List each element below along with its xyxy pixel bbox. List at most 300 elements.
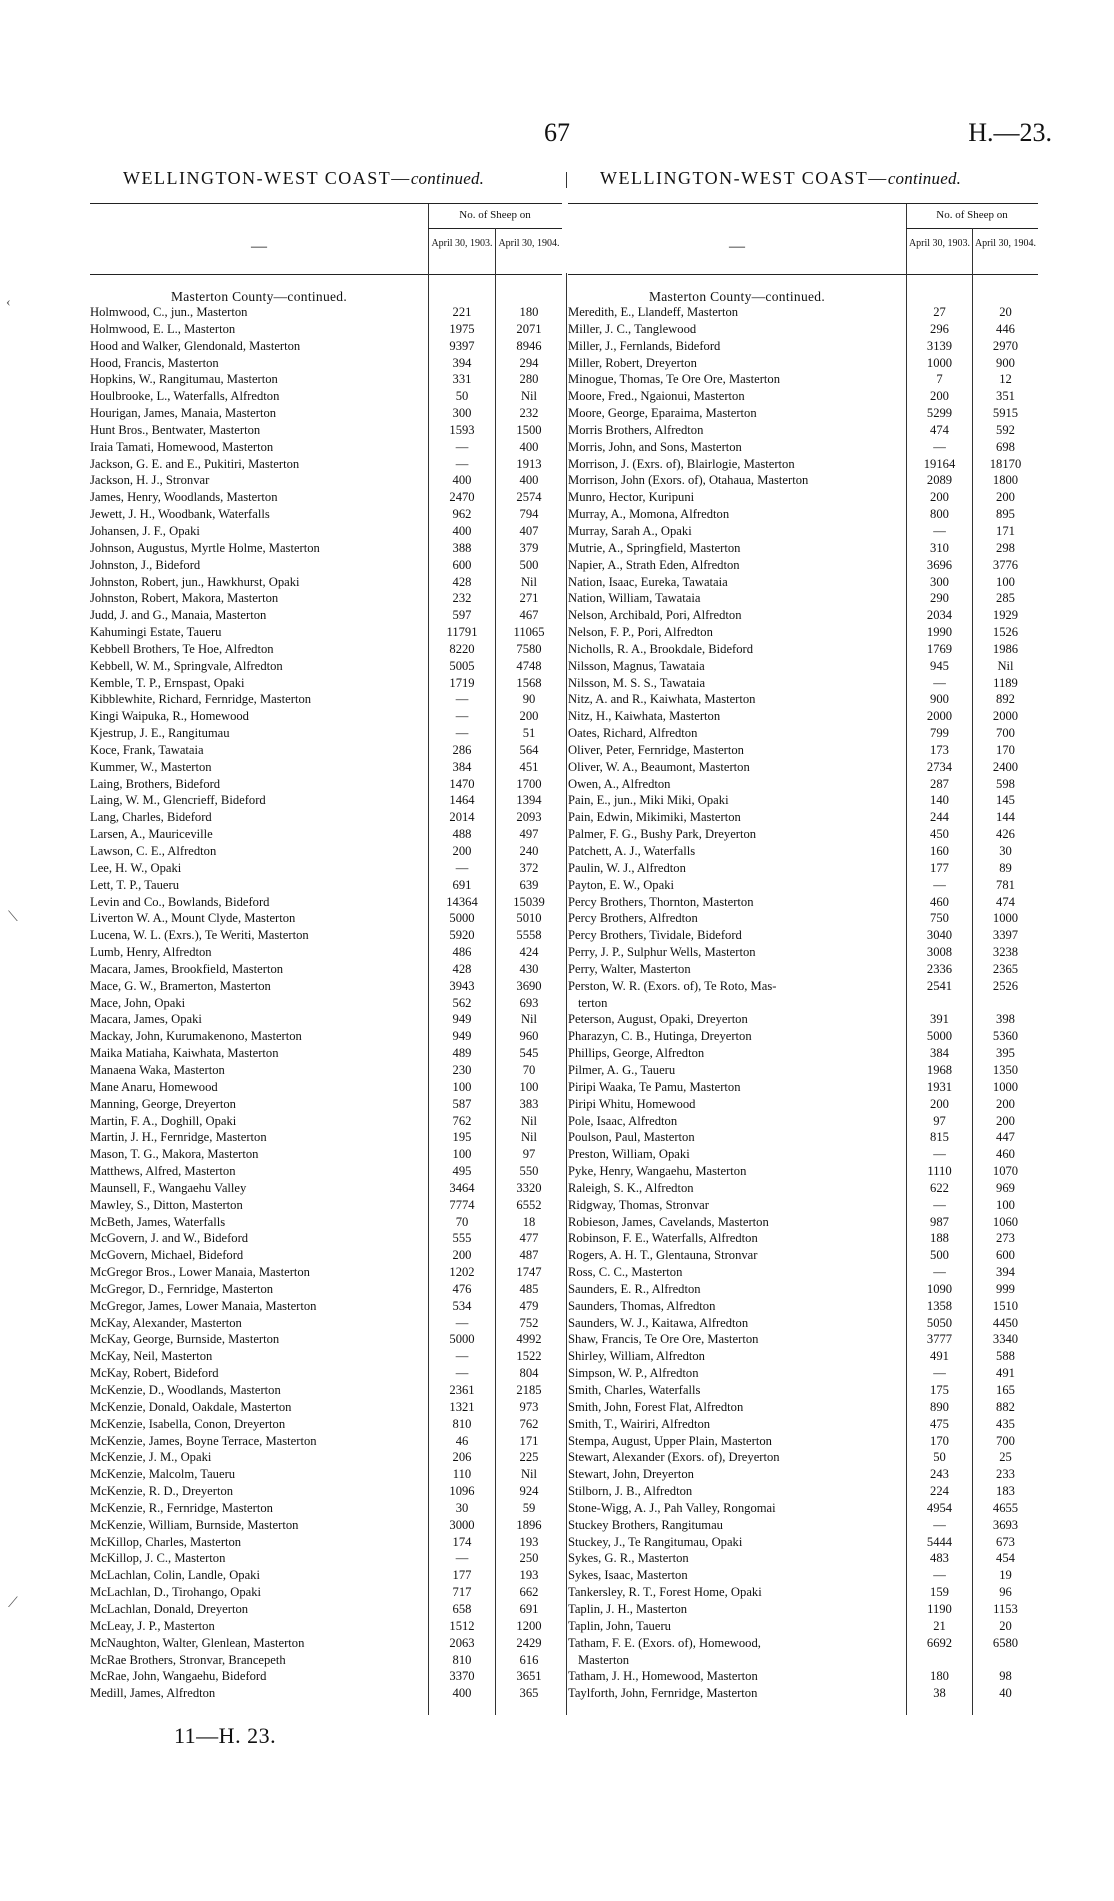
sheep-1904: 250 bbox=[519, 1551, 539, 1566]
sheep-1903: 388 bbox=[452, 540, 472, 555]
owner-name: McGregor Bros., Lower Manaia, Masterton bbox=[90, 1265, 310, 1280]
sheep-1904: 491 bbox=[996, 1366, 1015, 1381]
table-row bbox=[90, 1365, 562, 1382]
owner-name: Kingi Waipuka, R., Homewood bbox=[90, 709, 249, 724]
table-row bbox=[568, 371, 1038, 388]
sheep-1904: 454 bbox=[996, 1551, 1015, 1566]
sheep-1903: — bbox=[933, 439, 946, 454]
center-rule-top bbox=[566, 172, 567, 188]
sheep-1903: 400 bbox=[452, 473, 472, 488]
owner-name: Pyke, Henry, Wangaehu, Masterton bbox=[568, 1164, 747, 1179]
sheep-1904: Nil bbox=[520, 1467, 538, 1482]
owner-name: Masterton bbox=[578, 1652, 630, 1667]
sheep-1904: 1510 bbox=[992, 1298, 1019, 1313]
table-row bbox=[568, 1517, 1038, 1534]
table-row bbox=[568, 1180, 1038, 1197]
sheep-1904: 1747 bbox=[516, 1265, 542, 1280]
table-row bbox=[568, 843, 1038, 860]
owner-name: Napier, A., Strath Eden, Alfredton bbox=[568, 557, 740, 572]
sheep-1904: 693 bbox=[519, 995, 539, 1010]
owner-name: Hood, Francis, Masterton bbox=[90, 355, 219, 370]
sheep-1904: 900 bbox=[996, 355, 1015, 370]
sheep-1903: — bbox=[455, 726, 469, 741]
table-row bbox=[90, 860, 562, 877]
owner-name: Nation, Isaac, Eureka, Tawataia bbox=[568, 574, 728, 589]
right-rows bbox=[568, 304, 1038, 1702]
table-row bbox=[90, 1011, 562, 1028]
owner-name: McKenzie, William, Burnside, Masterton bbox=[90, 1517, 299, 1532]
owner-name: Poulson, Paul, Masterton bbox=[568, 1130, 695, 1145]
table-row bbox=[90, 1584, 562, 1601]
owner-name: McKay, George, Burnside, Masterton bbox=[90, 1332, 280, 1347]
owner-name: Owen, A., Alfredton bbox=[568, 776, 671, 791]
table-row bbox=[568, 641, 1038, 658]
owner-name: Peterson, August, Opaki, Dreyerton bbox=[568, 1012, 748, 1027]
owner-name: Oliver, W. A., Beaumont, Masterton bbox=[568, 759, 750, 774]
sheep-1904: 794 bbox=[519, 507, 539, 522]
table-row bbox=[90, 910, 562, 927]
sheep-1903: 1464 bbox=[449, 793, 475, 808]
sheep-1903: 200 bbox=[930, 389, 949, 404]
table-row bbox=[568, 1416, 1038, 1433]
owner-name: Lee, H. W., Opaki bbox=[90, 860, 182, 875]
table-row bbox=[90, 927, 562, 944]
sheep-1904: 447 bbox=[996, 1130, 1015, 1145]
table-row bbox=[568, 759, 1038, 776]
sheep-1904: 892 bbox=[996, 692, 1015, 707]
center-column-rule bbox=[566, 273, 567, 1715]
sheep-1903: — bbox=[933, 1197, 946, 1212]
sheep-1903: 762 bbox=[452, 1113, 472, 1128]
sheep-1904: 240 bbox=[519, 844, 539, 858]
sheep-1903: 1110 bbox=[927, 1164, 952, 1179]
table-row bbox=[568, 1247, 1038, 1264]
owner-name: Mutrie, A., Springfield, Masterton bbox=[568, 540, 741, 555]
table-row bbox=[90, 624, 562, 641]
document-reference: H.—23. bbox=[968, 118, 1052, 147]
table-row bbox=[568, 1214, 1038, 1231]
sheep-1904: 882 bbox=[996, 1399, 1015, 1414]
table-row bbox=[568, 1483, 1038, 1500]
owner-name: Holmwood, C., jun., Masterton bbox=[90, 305, 248, 319]
table-row bbox=[568, 1079, 1038, 1096]
sheep-1904: 4992 bbox=[516, 1332, 542, 1347]
table-row bbox=[90, 489, 562, 506]
owner-name: Lawson, C. E., Alfredton bbox=[90, 844, 217, 858]
sheep-1904: 1350 bbox=[992, 1062, 1019, 1077]
table-row bbox=[90, 978, 562, 995]
owner-name: Phillips, George, Alfredton bbox=[568, 1046, 705, 1061]
sheep-1903: — bbox=[455, 439, 469, 454]
sheep-1903: 5000 bbox=[449, 1332, 475, 1347]
owner-name: Johansen, J. F., Opaki bbox=[90, 523, 200, 538]
owner-name: Perry, Walter, Masterton bbox=[568, 961, 691, 976]
sheep-1904: 1526 bbox=[992, 625, 1019, 640]
sheep-1903: 3370 bbox=[449, 1669, 475, 1684]
owner-name: Patchett, A. J., Waterfalls bbox=[568, 844, 696, 858]
table-row bbox=[568, 422, 1038, 439]
owner-name: Pain, Edwin, Mikimiki, Masterton bbox=[568, 810, 741, 825]
table-row bbox=[90, 574, 562, 591]
right-header-sheep: No. of Sheep on bbox=[936, 209, 1008, 221]
table-row bbox=[568, 1399, 1038, 1416]
table-row bbox=[90, 1247, 562, 1264]
owner-name: Houlbrooke, L., Waterfalls, Alfredton bbox=[90, 389, 280, 404]
table-row bbox=[90, 1635, 562, 1652]
right-header-1903: April 30, 1903. bbox=[908, 238, 971, 249]
table-row bbox=[568, 607, 1038, 624]
sheep-1904: 477 bbox=[519, 1231, 539, 1246]
table-row bbox=[90, 1045, 562, 1062]
sheep-1903: 1968 bbox=[926, 1062, 953, 1077]
right-column-heading bbox=[600, 168, 961, 189]
sheep-1904: 294 bbox=[519, 355, 539, 370]
sheep-1904: 273 bbox=[996, 1231, 1015, 1246]
margin-mark-icon: ⟋ bbox=[8, 1596, 18, 1611]
sheep-1903: 900 bbox=[930, 692, 949, 707]
table-row bbox=[90, 1399, 562, 1416]
sheep-1903: 331 bbox=[452, 372, 472, 387]
sheep-1904: 144 bbox=[996, 810, 1015, 825]
sheep-1904: 90 bbox=[522, 692, 536, 707]
sheep-1904: 3651 bbox=[516, 1669, 542, 1684]
table-row bbox=[90, 557, 562, 574]
sheep-1904: 497 bbox=[519, 827, 539, 842]
sheep-1903: 14364 bbox=[446, 894, 478, 909]
sheep-1903: 400 bbox=[452, 1686, 472, 1701]
sheep-1903: — bbox=[933, 1366, 946, 1381]
sheep-1904: 762 bbox=[519, 1416, 539, 1431]
owner-name: Jackson, H. J., Stronvar bbox=[90, 473, 210, 488]
table-row bbox=[90, 792, 562, 809]
owner-name: Kibblewhite, Richard, Fernridge, Masterton bbox=[90, 692, 312, 707]
owner-name: Preston, William, Opaki bbox=[568, 1147, 690, 1162]
sheep-1904: 394 bbox=[996, 1265, 1015, 1280]
sheep-1904: 1000 bbox=[992, 1079, 1019, 1094]
sheep-1903: — bbox=[933, 1147, 946, 1162]
sheep-1903: 800 bbox=[930, 507, 949, 522]
sheep-1903: 1096 bbox=[449, 1484, 475, 1499]
table-row bbox=[568, 1365, 1038, 1382]
sheep-1904: 1568 bbox=[516, 675, 542, 690]
sheep-1904: 545 bbox=[519, 1046, 539, 1061]
owner-name: Morrison, J. (Exrs. of), Blairlogie, Masterton bbox=[568, 456, 795, 471]
owner-name: McGovern, Michael, Bideford bbox=[90, 1248, 244, 1263]
sheep-1903: 476 bbox=[452, 1281, 472, 1296]
owner-name: Simpson, W. P., Alfredton bbox=[568, 1366, 699, 1381]
table-row bbox=[90, 894, 562, 911]
owner-name: Tatham, F. E. (Exors. of), Homewood, bbox=[568, 1635, 761, 1650]
table-row bbox=[568, 472, 1038, 489]
owner-name: Iraia Tamati, Homewood, Masterton bbox=[90, 439, 274, 454]
sheep-1903: 243 bbox=[930, 1467, 949, 1482]
table-row bbox=[568, 691, 1038, 708]
owner-name: Morris, John, and Sons, Masterton bbox=[568, 439, 742, 454]
sheep-1904: 193 bbox=[519, 1568, 539, 1583]
owner-name: Lumb, Henry, Alfredton bbox=[90, 945, 212, 960]
owner-name: Liverton W. A., Mount Clyde, Masterton bbox=[90, 911, 296, 926]
sheep-1903: 310 bbox=[930, 540, 949, 555]
table-row bbox=[90, 1500, 562, 1517]
sheep-1903: 50 bbox=[933, 1450, 946, 1465]
sheep-1904: 200 bbox=[996, 490, 1015, 505]
table-row bbox=[90, 961, 562, 978]
sheep-1903: — bbox=[455, 709, 469, 724]
table-row bbox=[90, 1079, 562, 1096]
sheep-1904: 407 bbox=[519, 523, 539, 538]
sheep-1904: 460 bbox=[996, 1147, 1015, 1162]
sheep-1903: 2470 bbox=[449, 490, 475, 505]
table-row bbox=[90, 1113, 562, 1130]
sheep-1904: 89 bbox=[999, 860, 1012, 875]
sheep-1903: 474 bbox=[930, 422, 949, 437]
sheep-1904: 170 bbox=[996, 742, 1015, 757]
table-row bbox=[90, 607, 562, 624]
sheep-1904: 3238 bbox=[992, 945, 1019, 960]
owner-name: Percy Brothers, Tividale, Bideford bbox=[568, 928, 742, 943]
sheep-1903: 296 bbox=[930, 321, 949, 336]
table-row bbox=[568, 1096, 1038, 1113]
owner-name: Kebbell Brothers, Te Hoe, Alfredton bbox=[90, 641, 274, 656]
sheep-1904: 96 bbox=[999, 1585, 1012, 1600]
owner-name: Kahumingi Estate, Taueru bbox=[90, 625, 222, 640]
owner-name: Matthews, Alfred, Masterton bbox=[90, 1164, 236, 1179]
owner-name: Sykes, Isaac, Masterton bbox=[568, 1568, 688, 1583]
sheep-1904: 3693 bbox=[992, 1517, 1019, 1532]
table-row bbox=[568, 995, 1038, 1012]
sheep-1903: — bbox=[455, 1315, 469, 1330]
owner-name: Robieson, James, Cavelands, Masterton bbox=[568, 1214, 769, 1229]
owner-name: Oliver, Peter, Fernridge, Masterton bbox=[568, 742, 744, 757]
owner-name: Saunders, E. R., Alfredton bbox=[568, 1281, 701, 1296]
owner-name: Jewett, J. H., Woodbank, Waterfalls bbox=[90, 507, 270, 522]
sheep-1903: 7 bbox=[936, 372, 943, 387]
sheep-1903: 100 bbox=[452, 1079, 472, 1094]
left-column-heading bbox=[123, 168, 484, 189]
sheep-1904: Nil bbox=[520, 1012, 538, 1027]
table-row bbox=[568, 1062, 1038, 1079]
table-row bbox=[568, 574, 1038, 591]
margin-mark-icon: ⟍ bbox=[8, 910, 18, 925]
owner-name: Meredith, E., Llandeff, Masterton bbox=[568, 305, 739, 319]
sheep-1903: 300 bbox=[452, 406, 472, 421]
sheep-1903: 173 bbox=[930, 742, 949, 757]
owner-name: Mason, T. G., Makora, Masterton bbox=[90, 1147, 259, 1162]
sheep-1904: 924 bbox=[519, 1484, 539, 1499]
table-row bbox=[90, 725, 562, 742]
table-row bbox=[568, 1197, 1038, 1214]
table-row bbox=[568, 1113, 1038, 1130]
owner-name: Johnson, Augustus, Myrtle Holme, Masterton bbox=[90, 540, 320, 555]
owner-name: Nelson, Archibald, Pori, Alfredton bbox=[568, 608, 742, 623]
table-row bbox=[568, 1618, 1038, 1635]
table-row bbox=[90, 321, 562, 338]
owner-name: McGregor, James, Lower Manaia, Masterton bbox=[90, 1298, 317, 1313]
owner-name: Piripi Waaka, Te Pamu, Masterton bbox=[568, 1079, 741, 1094]
table-row bbox=[568, 1433, 1038, 1450]
sheep-1904: 233 bbox=[996, 1467, 1015, 1482]
sheep-1903: — bbox=[455, 1349, 469, 1364]
table-row bbox=[568, 776, 1038, 793]
owner-name: McKillop, J. C., Masterton bbox=[90, 1551, 226, 1566]
sheep-1903: 174 bbox=[452, 1534, 472, 1549]
owner-name: Miller, J., Fernlands, Bideford bbox=[568, 338, 721, 353]
sheep-1903: 2089 bbox=[926, 473, 953, 488]
sheep-1903: 287 bbox=[930, 776, 949, 791]
sheep-1904: 379 bbox=[519, 540, 539, 555]
sheep-1903: 3000 bbox=[449, 1517, 475, 1532]
sheep-1903: 140 bbox=[930, 793, 949, 808]
sheep-1904: 1929 bbox=[992, 608, 1019, 623]
sheep-1904: 592 bbox=[996, 422, 1015, 437]
owner-name: Hopkins, W., Rangitumau, Masterton bbox=[90, 372, 278, 387]
sheep-1904: Nil bbox=[997, 658, 1014, 673]
sheep-1904: 895 bbox=[996, 507, 1015, 522]
table-row bbox=[568, 792, 1038, 809]
owner-name: Smith, John, Forest Flat, Alfredton bbox=[568, 1399, 744, 1414]
table-row bbox=[568, 1584, 1038, 1601]
sheep-1904: 781 bbox=[996, 877, 1015, 892]
sheep-1904: 19 bbox=[999, 1568, 1012, 1583]
owner-name: Laing, Brothers, Bideford bbox=[90, 776, 221, 791]
sheep-1904: 40 bbox=[999, 1686, 1012, 1701]
sheep-1903: 1990 bbox=[926, 625, 953, 640]
owner-name: Taplin, John, Taueru bbox=[568, 1618, 671, 1633]
table-row bbox=[90, 1652, 562, 1669]
sheep-1903: 180 bbox=[930, 1669, 949, 1684]
sheep-1903: 495 bbox=[452, 1164, 472, 1179]
sheep-1904: 973 bbox=[519, 1399, 539, 1414]
sheep-1903: 7774 bbox=[449, 1197, 475, 1212]
sheep-1903: 488 bbox=[452, 827, 472, 842]
sheep-1903: — bbox=[933, 523, 946, 538]
sheep-1903: 587 bbox=[452, 1096, 472, 1111]
owner-name: Stempa, August, Upper Plain, Masterton bbox=[568, 1433, 772, 1448]
owner-name: McGregor, D., Fernridge, Masterton bbox=[90, 1281, 274, 1296]
sheep-1904: 639 bbox=[519, 877, 539, 892]
sheep-1903: 21 bbox=[933, 1618, 946, 1633]
sheep-1903: 500 bbox=[930, 1248, 949, 1263]
table-row bbox=[90, 1197, 562, 1214]
owner-name: Mackay, John, Kurumakenono, Masterton bbox=[90, 1029, 302, 1044]
table-row bbox=[568, 860, 1038, 877]
owner-name: Nelson, F. P., Pori, Alfredton bbox=[568, 625, 713, 640]
table-row bbox=[568, 1298, 1038, 1315]
sheep-1904: 8946 bbox=[516, 338, 542, 353]
owner-name: Judd, J. and G., Manaia, Masterton bbox=[90, 608, 267, 623]
sheep-1904: 97 bbox=[522, 1147, 536, 1162]
sheep-1904: 395 bbox=[996, 1046, 1015, 1061]
sheep-1903: — bbox=[455, 1366, 469, 1381]
sheep-1904: 5360 bbox=[992, 1029, 1019, 1044]
owner-name: Manning, George, Dreyerton bbox=[90, 1096, 236, 1111]
table-row bbox=[90, 472, 562, 489]
table-row bbox=[90, 1517, 562, 1534]
table-row bbox=[90, 1129, 562, 1146]
sheep-1904: 280 bbox=[519, 372, 539, 387]
table-row bbox=[568, 1685, 1038, 1702]
table-row bbox=[568, 1466, 1038, 1483]
sheep-1904: 11065 bbox=[513, 625, 545, 640]
sheep-1903: 691 bbox=[452, 877, 472, 892]
table-row bbox=[90, 1315, 562, 1332]
sheep-1903: 384 bbox=[452, 759, 472, 774]
sheep-1904: 30 bbox=[999, 844, 1012, 858]
table-row bbox=[90, 1466, 562, 1483]
sheep-1903: 1000 bbox=[926, 355, 953, 370]
sheep-1904: 1394 bbox=[516, 793, 542, 808]
table-row bbox=[568, 910, 1038, 927]
table-row bbox=[90, 523, 562, 540]
owner-name: McLachlan, Colin, Landle, Opaki bbox=[90, 1568, 260, 1583]
owner-name: Tatham, J. H., Homewood, Masterton bbox=[568, 1669, 758, 1684]
sheep-1903: 1975 bbox=[449, 321, 475, 336]
sheep-1903: 1190 bbox=[927, 1601, 952, 1616]
owner-name: Stewart, John, Dreyerton bbox=[568, 1467, 694, 1482]
sheep-1903: 200 bbox=[930, 490, 949, 505]
sheep-1903: 1202 bbox=[449, 1265, 475, 1280]
owner-name: Stewart, Alexander (Exors. of), Dreyerton bbox=[568, 1450, 780, 1465]
sheep-1903: 224 bbox=[930, 1484, 949, 1499]
table-row bbox=[568, 742, 1038, 759]
owner-name: Holmwood, E. L., Masterton bbox=[90, 321, 236, 336]
sheep-1903: 949 bbox=[452, 1029, 472, 1044]
right-table-header bbox=[568, 203, 1038, 275]
sheep-1904: 1200 bbox=[516, 1618, 542, 1633]
sheep-1903: 200 bbox=[452, 1248, 472, 1263]
owner-name: Payton, E. W., Opaki bbox=[568, 877, 674, 892]
table-row bbox=[568, 1567, 1038, 1584]
table-row bbox=[90, 1534, 562, 1551]
sheep-1903: 175 bbox=[930, 1383, 949, 1397]
table-row bbox=[568, 1230, 1038, 1247]
owner-name: McKillop, Charles, Masterton bbox=[90, 1534, 242, 1549]
sheep-1904: 474 bbox=[996, 894, 1015, 909]
margin-mark-icon: ‹ bbox=[6, 295, 11, 310]
sheep-1903: 200 bbox=[452, 844, 472, 858]
sheep-1904: 1913 bbox=[516, 456, 542, 471]
table-row bbox=[568, 1146, 1038, 1163]
sheep-1904: 171 bbox=[996, 523, 1015, 538]
table-row bbox=[568, 809, 1038, 826]
owner-name: Percy Brothers, Thornton, Masterton bbox=[568, 894, 754, 909]
sheep-1903: — bbox=[933, 877, 946, 892]
table-row bbox=[90, 759, 562, 776]
sheep-1903: 1321 bbox=[449, 1399, 475, 1414]
sheep-1903: 3777 bbox=[926, 1332, 953, 1347]
table-row bbox=[568, 1011, 1038, 1028]
sheep-1904: 383 bbox=[519, 1096, 539, 1111]
table-row bbox=[568, 439, 1038, 456]
table-row bbox=[90, 658, 562, 675]
owner-name: McKenzie, Isabella, Conon, Dreyerton bbox=[90, 1416, 286, 1431]
sheep-1904: 2185 bbox=[516, 1383, 542, 1397]
sheep-1903: 460 bbox=[930, 894, 949, 909]
sheep-1904: 100 bbox=[996, 1197, 1015, 1212]
sheep-1904: 200 bbox=[996, 1113, 1015, 1128]
owner-name: Stilborn, J. B., Alfredton bbox=[568, 1484, 693, 1499]
sheep-1903: 428 bbox=[452, 574, 472, 589]
left-section-heading: Masterton County—continued. bbox=[170, 289, 348, 304]
sheep-1904: 2400 bbox=[992, 759, 1019, 774]
owner-name: Tankersley, R. T., Forest Home, Opaki bbox=[568, 1585, 762, 1600]
table-row bbox=[90, 1618, 562, 1635]
sheep-1904: 365 bbox=[519, 1686, 539, 1701]
sheep-1903: 562 bbox=[452, 995, 472, 1010]
owner-name: Minogue, Thomas, Te Ore Ore, Masterton bbox=[568, 372, 781, 387]
sheep-1904: 5915 bbox=[992, 406, 1019, 421]
table-row bbox=[90, 1331, 562, 1348]
